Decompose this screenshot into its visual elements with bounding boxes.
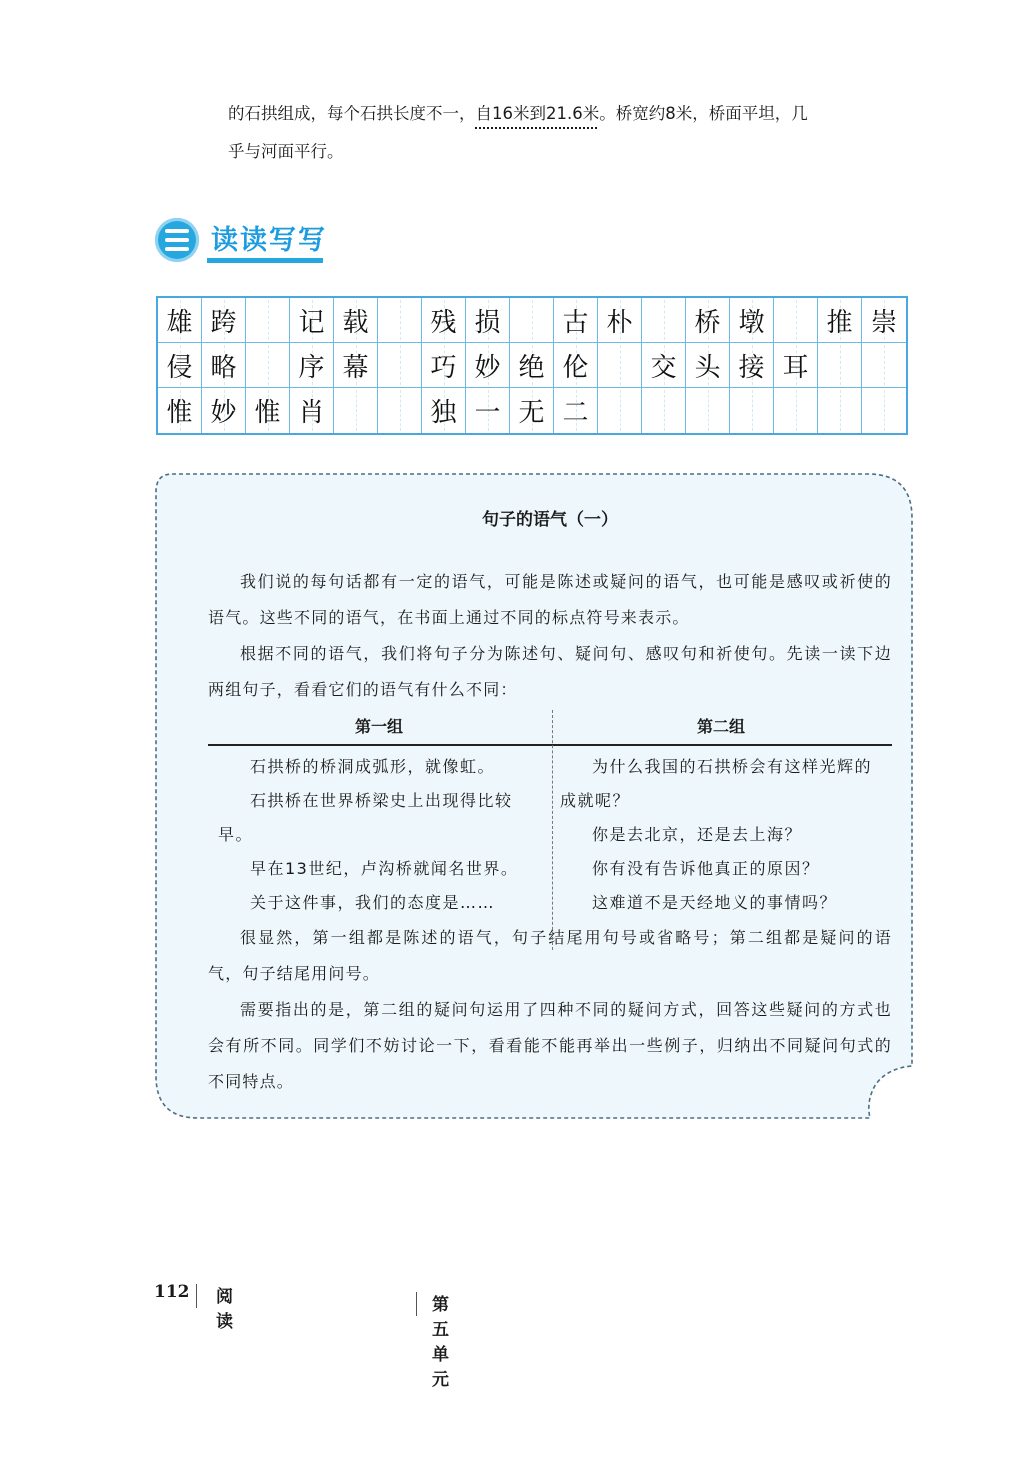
grid-character: 略 bbox=[210, 352, 237, 383]
grid-character-cell bbox=[422, 388, 466, 433]
grid-character: 侵 bbox=[166, 352, 193, 383]
grid-character: 妙 bbox=[474, 352, 501, 383]
grid-character: 惟 bbox=[166, 398, 193, 428]
grid-character: 记 bbox=[298, 307, 325, 338]
comparison-header bbox=[208, 710, 892, 746]
grid-empty-cell bbox=[598, 388, 642, 433]
grid-empty-cell bbox=[818, 343, 862, 388]
paragraph-2: 根据不同的语气，我们将句子分为陈述句、疑问句、感叹句和祈使句。先读一读下边两组句子，看看它们的语气有什么不同： bbox=[208, 644, 892, 699]
grid-character-cell bbox=[290, 388, 334, 433]
grid-character-cell bbox=[466, 298, 510, 343]
grid-character: 一 bbox=[474, 398, 501, 428]
grid-character-cell bbox=[686, 343, 730, 388]
intro-line-1-end: 。桥宽约8米，桥面平坦，几 bbox=[599, 104, 808, 123]
grid-character: 肖 bbox=[298, 398, 325, 428]
grammar-box-content bbox=[208, 502, 892, 1100]
word-practice-grid bbox=[156, 296, 908, 435]
section-title: 读读写写 bbox=[211, 225, 327, 256]
grid-character-cell bbox=[158, 343, 202, 388]
column-divider bbox=[552, 710, 553, 950]
grid-character-cell bbox=[510, 388, 554, 433]
footer-divider bbox=[416, 1292, 417, 1316]
grid-character: 惟 bbox=[254, 398, 281, 428]
footer-unit-label: 第五单元 bbox=[432, 1295, 449, 1390]
intro-line-1-emphasis: 自16米到21.6米 bbox=[475, 104, 600, 123]
grid-character: 残 bbox=[430, 307, 457, 338]
grid-empty-cell bbox=[642, 388, 686, 433]
grid-character: 巧 bbox=[430, 352, 457, 383]
grid-empty-cell bbox=[378, 343, 422, 388]
group-1-sentence: 关于这件事，我们的态度是…… bbox=[250, 893, 496, 912]
grid-empty-cell bbox=[246, 343, 290, 388]
grid-character-cell bbox=[730, 343, 774, 388]
grid-character-cell bbox=[246, 388, 290, 433]
grid-character-cell bbox=[202, 343, 246, 388]
grid-character: 交 bbox=[650, 352, 677, 383]
grid-character-cell bbox=[290, 298, 334, 343]
grid-character: 损 bbox=[474, 307, 501, 338]
intro-line-1-start: 的石拱组成，每个石拱长度不一， bbox=[228, 104, 476, 123]
grid-character: 二 bbox=[562, 398, 589, 428]
grid-character: 绝 bbox=[518, 352, 545, 383]
grid-character: 雄 bbox=[166, 307, 193, 338]
grid-empty-cell bbox=[818, 388, 862, 433]
grid-empty-cell bbox=[598, 343, 642, 388]
section-numeral bbox=[155, 218, 156, 219]
grid-character-cell bbox=[422, 343, 466, 388]
grammar-box-title: 句子的语气（一） bbox=[482, 510, 618, 530]
grid-empty-cell bbox=[378, 298, 422, 343]
grid-character-cell bbox=[774, 343, 818, 388]
grid-character-cell bbox=[158, 298, 202, 343]
grid-character-cell bbox=[598, 298, 642, 343]
intro-line-2: 乎与河面平行。 bbox=[228, 142, 344, 161]
grid-empty-cell bbox=[862, 388, 906, 433]
grid-character-cell bbox=[730, 298, 774, 343]
intro-line-1 bbox=[228, 95, 918, 133]
group-1-sentence: 石拱桥在世界桥梁史上出现得比较早。 bbox=[218, 791, 513, 844]
group-2-sentence: 你是去北京，还是去上海？ bbox=[592, 825, 803, 844]
grid-character: 朴 bbox=[606, 307, 633, 338]
grid-empty-cell bbox=[246, 298, 290, 343]
group-1-column bbox=[208, 746, 550, 920]
grid-character-cell bbox=[466, 388, 510, 433]
group-1-sentence: 石拱桥的桥洞成弧形，就像虹。 bbox=[250, 757, 496, 776]
sentence-comparison-table bbox=[208, 710, 892, 920]
grid-character: 无 bbox=[518, 398, 545, 428]
paragraph-1: 我们说的每句话都有一定的语气，可能是陈述或疑问的语气，也可能是感叹或祈使的语气。这些不同的语气，在书面上通过不同的标点符号来表示。 bbox=[208, 572, 892, 627]
grid-character-cell bbox=[554, 343, 598, 388]
grid-empty-cell bbox=[774, 388, 818, 433]
paragraph-3: 很显然，第一组都是陈述的语气，句子结尾用句号或省略号；第二组都是疑问的语气，句子结尾用问号。 bbox=[208, 928, 892, 983]
grid-empty-cell bbox=[774, 298, 818, 343]
grid-character-cell bbox=[290, 343, 334, 388]
grid-empty-cell bbox=[334, 388, 378, 433]
grid-character: 桥 bbox=[694, 307, 721, 338]
grid-character: 幕 bbox=[342, 352, 369, 383]
grid-character-cell bbox=[554, 298, 598, 343]
comparison-body bbox=[208, 746, 892, 920]
grid-empty-cell bbox=[642, 298, 686, 343]
grid-character-cell bbox=[510, 343, 554, 388]
grid-character: 推 bbox=[826, 307, 853, 338]
grid-character-cell bbox=[334, 298, 378, 343]
grid-character: 妙 bbox=[210, 398, 237, 428]
grid-character-cell bbox=[818, 298, 862, 343]
grid-character: 古 bbox=[562, 307, 589, 338]
grid-character-cell bbox=[554, 388, 598, 433]
grid-character: 跨 bbox=[210, 307, 237, 338]
grid-character: 接 bbox=[738, 352, 765, 383]
grid-character-cell bbox=[202, 388, 246, 433]
grid-character-cell bbox=[466, 343, 510, 388]
grid-character: 伦 bbox=[562, 352, 589, 383]
group-2-title: 第二组 bbox=[696, 717, 745, 736]
group-1-title: 第一组 bbox=[354, 717, 403, 736]
grid-character-cell bbox=[334, 343, 378, 388]
grid-character-cell bbox=[686, 298, 730, 343]
grid-character: 墩 bbox=[738, 307, 765, 338]
grid-character: 耳 bbox=[782, 352, 809, 383]
footer-section-label: 阅读 bbox=[216, 1287, 239, 1332]
group-1-sentence: 早在13世纪，卢沟桥就闻名世界。 bbox=[250, 859, 519, 878]
section-number-badge-icon bbox=[155, 218, 199, 262]
paragraph-4: 需要指出的是，第二组的疑问句运用了四种不同的疑问方式，回答这些疑问的方式也会有所不同。同学们不妨讨论一下，看看能不能再举出一些例子，归纳出不同疑问句式的不同特点。 bbox=[208, 1000, 892, 1091]
section-title-underline bbox=[207, 258, 323, 263]
grid-character-cell bbox=[202, 298, 246, 343]
grid-character-cell bbox=[642, 343, 686, 388]
grid-character-cell bbox=[158, 388, 202, 433]
grid-empty-cell bbox=[378, 388, 422, 433]
grid-character-cell bbox=[422, 298, 466, 343]
page-number: 112 bbox=[154, 1282, 190, 1302]
group-2-sentence: 你有没有告诉他真正的原因？ bbox=[592, 859, 820, 878]
grid-character: 序 bbox=[298, 352, 325, 383]
grid-character: 头 bbox=[694, 352, 721, 383]
grid-character: 载 bbox=[342, 307, 369, 338]
grid-character: 崇 bbox=[870, 307, 897, 338]
footer-divider bbox=[196, 1284, 197, 1308]
group-2-column bbox=[550, 746, 892, 920]
grid-character: 独 bbox=[430, 398, 457, 428]
grid-empty-cell bbox=[862, 343, 906, 388]
grid-empty-cell bbox=[510, 298, 554, 343]
intro-text bbox=[228, 95, 918, 171]
grid-empty-cell bbox=[686, 388, 730, 433]
grid-character-cell bbox=[862, 298, 906, 343]
grid-empty-cell bbox=[730, 388, 774, 433]
grammar-box bbox=[150, 470, 918, 1122]
group-2-sentence: 为什么我国的石拱桥会有这样光辉的成就呢？ bbox=[560, 757, 873, 810]
group-2-sentence: 这难道不是天经地义的事情吗？ bbox=[592, 893, 838, 912]
